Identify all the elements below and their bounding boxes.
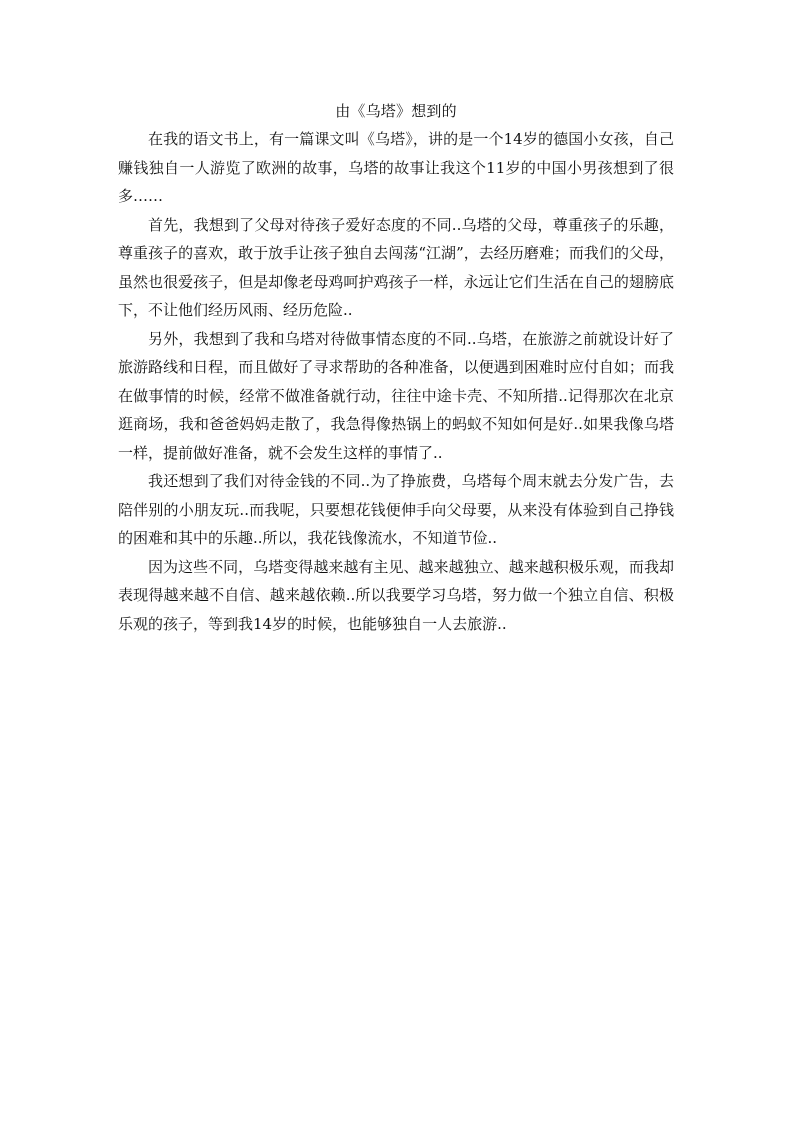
paragraph-1: 在我的语文书上，有一篇课文叫《乌塔》，讲的是一个14岁的德国小女孩，自己赚钱独自一人游览了欧洲的故事，乌塔的故事让我这个11岁的中国小男孩想到了很多…… <box>118 130 674 205</box>
paragraph-4: 我还想到了我们对待金钱的不同..为了挣旅费，乌塔每个周末就去分发广告，去陪伴别的小朋友玩..而我呢，只要想花钱便伸手向父母要，从来没有体验到自己挣钱的困难和其中的乐趣..所以，我花钱像流水，不知道节俭.. <box>118 472 674 547</box>
paragraph-5: 因为这些不同，乌塔变得越来越有主见、越来越独立、越来越积极乐观，而我却表现得越来越不自信、越来越依赖..所以我要学习乌塔，努力做一个独立自信、积极乐观的孩子，等到我14岁的时候，也能够独自一人去旅游.. <box>118 557 674 633</box>
document-body <box>118 97 674 638</box>
paragraph-3: 另外，我想到了我和乌塔对待做事情态度的不同..乌塔，在旅游之前就设计好了旅游路线和日程，而且做好了寻求帮助的各种准备，以便遇到困难时应付自如；而我在做事情的时候，经常不做准备就行动，往往中途卡壳、不知所措..记得那次在北京逛商场，我和爸爸妈妈走散了，我急得像热锅上的蚂蚁不知如何是好..如果我像乌塔一样，提前做好准备，就不会发生这样的事情了.. <box>118 329 674 462</box>
document-title: 由《乌塔》想到的 <box>335 102 457 120</box>
paragraph-2: 首先，我想到了父母对待孩子爱好态度的不同..乌塔的父母，尊重孩子的乐趣，尊重孩子的喜欢，敢于放手让孩子独自去闯荡“江湖”，去经历磨难；而我们的父母，虽然也很爱孩子，但是却像老母鸡呵护鸡孩子一样，永远让它们生活在自己的翅膀底下，不让他们经历风雨、经历危险.. <box>118 215 674 319</box>
